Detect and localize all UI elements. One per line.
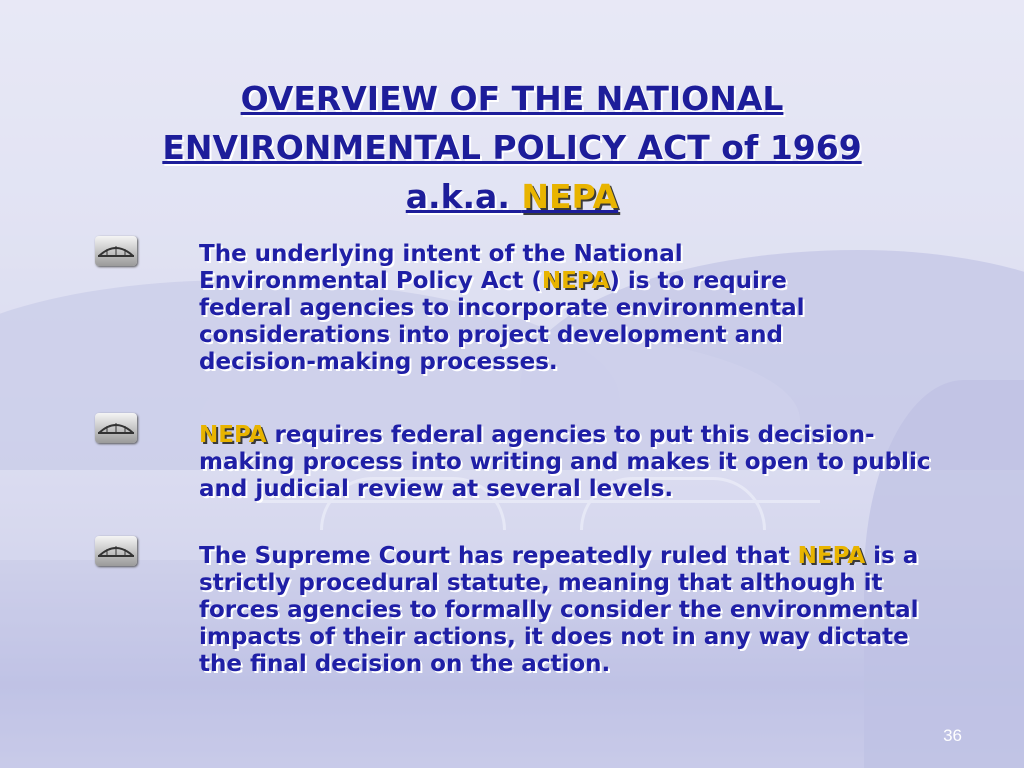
- bullet-text-3: [199, 543, 959, 678]
- title-aka: a.k.a.: [405, 177, 522, 216]
- bullet-2-nepa: NEPA: [199, 422, 267, 448]
- title-line-3: [62, 172, 962, 221]
- page-number: 36: [943, 726, 962, 745]
- bullet-3-seg-1: The Supreme Court has repeatedly ruled that: [199, 543, 798, 569]
- title-line-1: OVERVIEW OF THE NATIONAL: [240, 79, 784, 118]
- bullet-1-nepa: NEPA: [541, 268, 610, 294]
- bullet-3-nepa: NEPA: [797, 543, 866, 569]
- slide-title: [62, 74, 962, 221]
- bullet-1-seg-3: ) is to require federal agencies to incorporate environmental considerations into project development and decision-making processes.: [199, 268, 805, 375]
- bullet-2-seg-2: requires federal agencies to put this decision-making process into writing and makes it open to public and judicial review at several levels.: [199, 422, 931, 502]
- bullet-3-seg-3: is a strictly procedural statute, meaning that although it forces agencies to formally consider the environmental impacts of their actions, it does not in any way dictate the final decision on the action.: [199, 543, 919, 677]
- bridge-icon: [95, 236, 137, 266]
- title-line-2: ENVIRONMENTAL POLICY ACT of 1969: [162, 128, 862, 167]
- bullet-text-1: [199, 241, 869, 376]
- bullet-text-2: [199, 422, 959, 503]
- bridge-icon: [95, 536, 137, 566]
- bullet-1-seg-1: The underlying intent of the National Environmental Policy Act (: [199, 241, 683, 294]
- bridge-icon: [95, 413, 137, 443]
- title-nepa-highlight: NEPA: [521, 177, 619, 216]
